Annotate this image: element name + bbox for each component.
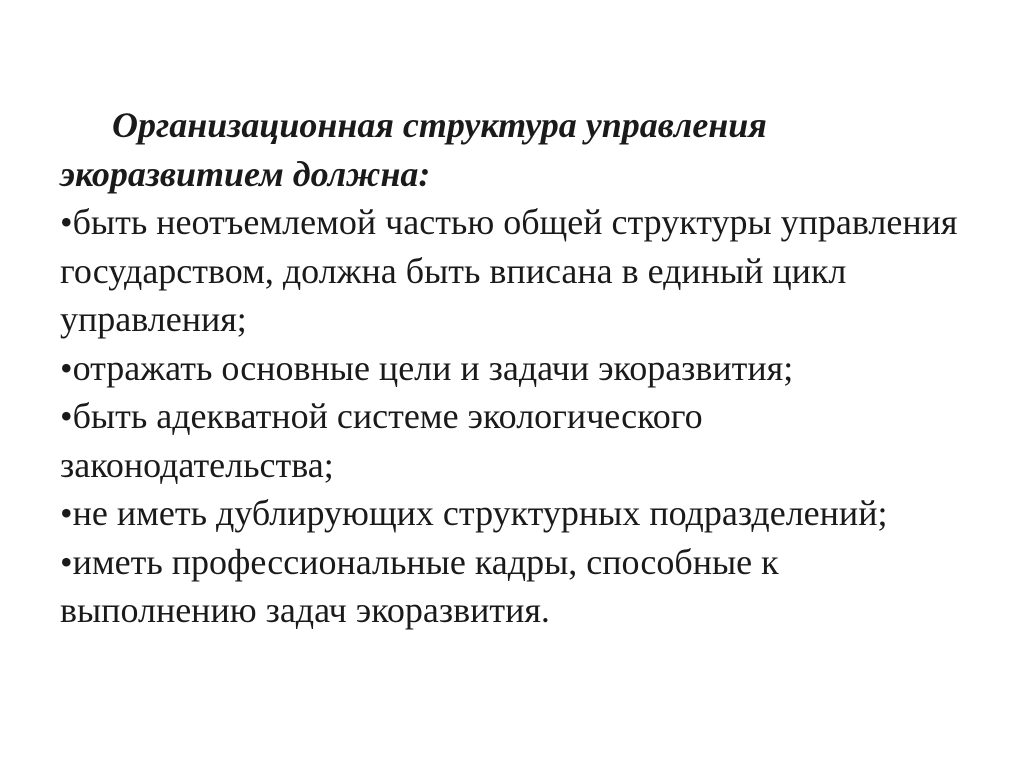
heading-line-1: Организационная структура управления [112, 105, 767, 145]
bullet-icon: • [60, 396, 73, 436]
bullet-icon: • [60, 493, 73, 533]
list-item [60, 489, 960, 538]
bullet-icon: • [60, 347, 73, 388]
list-item [60, 198, 960, 344]
list-item-text: отражать основные цели и задачи экоразвития; [72, 347, 794, 388]
requirements-list [60, 198, 960, 635]
slide-heading [60, 101, 960, 198]
list-item-text: быть неотъемлемой частью общей структуры управления государством, должна быть вписана в единый цикл управления; [60, 202, 958, 339]
bullet-icon: • [60, 541, 73, 582]
slide-content [60, 101, 960, 635]
list-item-text: иметь профессиональные кадры, способные к выполнению задач экоразвития. [60, 541, 779, 630]
list-item-text: быть адекватной системе экологического законодательства; [60, 396, 703, 485]
heading-line-2: экоразвитием должна: [60, 153, 431, 194]
list-item-text: не иметь дублирующих структурных подразделений; [72, 493, 888, 533]
list-item [60, 392, 960, 489]
list-item [60, 538, 960, 635]
bullet-icon: • [60, 202, 73, 242]
list-item [60, 344, 960, 393]
